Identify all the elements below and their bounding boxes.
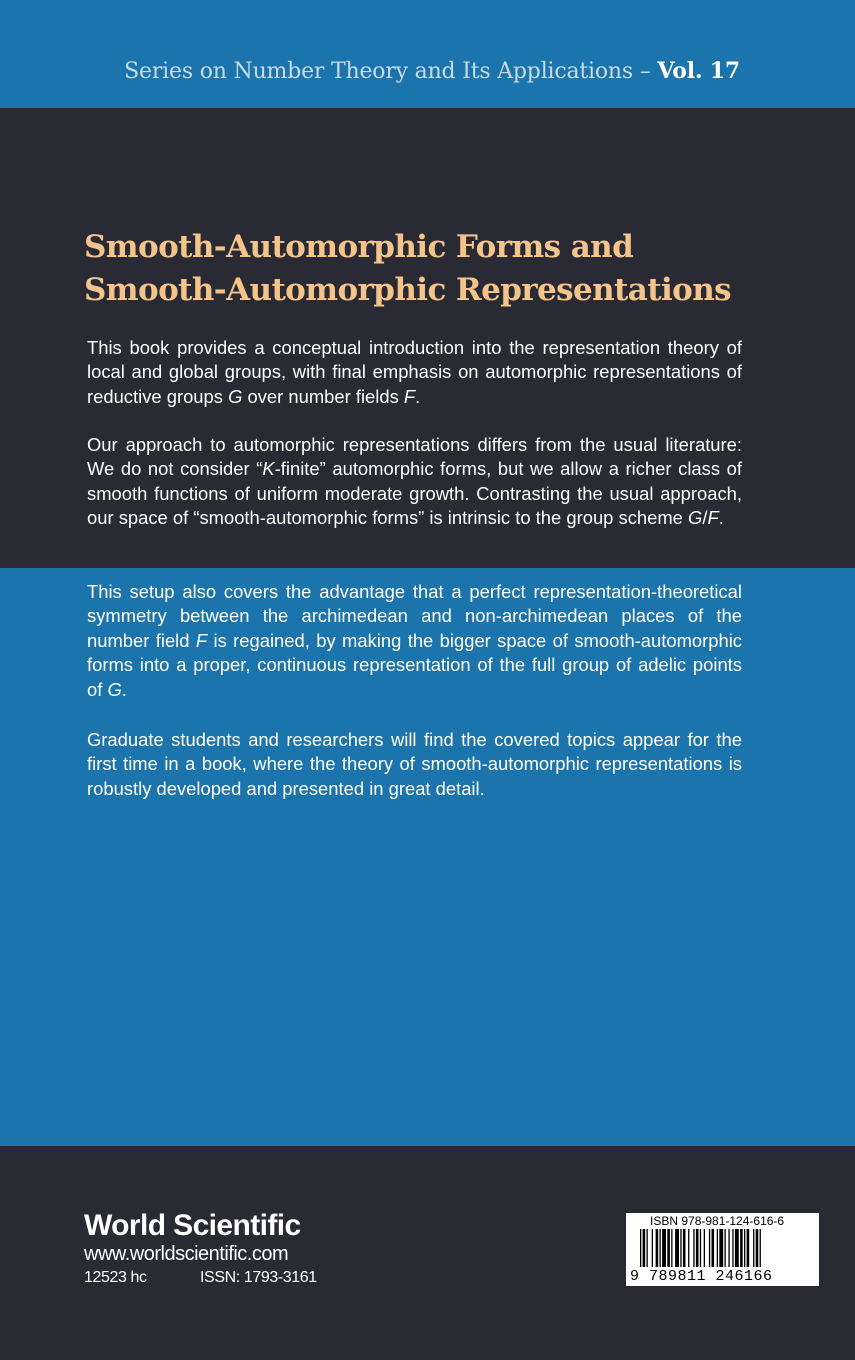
- barcode-stripe: [640, 1229, 641, 1267]
- barcode-stripe: [753, 1229, 754, 1267]
- barcode-stripe: [680, 1229, 681, 1267]
- barcode-stripe: [704, 1229, 705, 1267]
- publisher-name: World Scientific: [84, 1209, 301, 1242]
- barcode-stripe: [709, 1229, 710, 1267]
- series-line: [0, 58, 740, 84]
- publisher-url: www.worldscientific.com: [84, 1243, 289, 1265]
- barcode-stripe: [671, 1229, 672, 1267]
- barcode-stripe: [747, 1229, 750, 1267]
- barcode-stripe: [717, 1229, 718, 1267]
- barcode-stripe: [696, 1229, 699, 1267]
- barcode-stripe: [700, 1229, 701, 1267]
- barcode-stripe: [760, 1229, 761, 1267]
- barcode-stripe: [688, 1229, 689, 1267]
- volume-number: Vol. 17: [657, 58, 740, 84]
- product-code: 12523 hc: [84, 1269, 147, 1286]
- barcode-stripe: [728, 1229, 729, 1267]
- barcode-stripe: [725, 1229, 726, 1267]
- barcode-stripe: [693, 1229, 694, 1267]
- barcode-stripe: [652, 1229, 653, 1267]
- barcode-stripe: [660, 1229, 661, 1267]
- series-name: Series on Number Theory and Its Applications –: [124, 59, 658, 84]
- issn: ISSN: 1793-3161: [200, 1269, 317, 1286]
- blurb-paragraph-2: Our approach to automorphic representations differs from the usual literature: We do not consider “K-finite” automorphic forms, but we allow a richer class of smooth functions of uniform moderate growth. Contrasting the usual approach, our space of “smooth-automorphic forms” is intrinsic to the group scheme G/F.: [87, 434, 742, 529]
- barcode-stripe: [667, 1229, 670, 1267]
- blurb-paragraph-1: This book provides a conceptual introduction into the representation theory of local and global groups, with final emphasis on automorphic representations of reductive groups G over number fields F.: [87, 337, 742, 407]
- blurb-paragraph-4: Graduate students and researchers will find the covered topics appear for the first time in a book, where the theory of smooth-automorphic representations is robustly developed and presented in great detail.: [87, 729, 742, 799]
- book-title: Smooth-Automorphic Forms and Smooth-Automorphic Representations: [84, 229, 732, 308]
- barcode-stripe: [719, 1229, 723, 1267]
- barcode-digits: 9 789811 246166: [630, 1268, 773, 1285]
- barcode-stripe: [643, 1229, 646, 1267]
- barcode-stripe: [744, 1229, 745, 1267]
- isbn-number: ISBN 978-981-124-616-6: [650, 1214, 785, 1228]
- barcode-stripe: [712, 1229, 715, 1267]
- barcode-stripe: [683, 1229, 686, 1267]
- barcode-stripe: [647, 1229, 648, 1267]
- barcode-stripe: [732, 1229, 733, 1267]
- barcode-stripe: [675, 1229, 679, 1267]
- barcode-stripe: [735, 1229, 739, 1267]
- barcode-stripe: [662, 1229, 666, 1267]
- barcode-stripe: [656, 1229, 659, 1267]
- barcode-stripe: [756, 1229, 759, 1267]
- blurb-paragraph-3: This setup also covers the advantage that a perfect representation-theoretical symmetry between the archimedean and non-archimedean places of the number field F is regained, by making the bigger space of smooth-automorphic forms into a proper, continuous representation of the full group of adelic points of G.: [87, 581, 742, 700]
- barcode-stripe: [740, 1229, 743, 1267]
- header-band: [0, 0, 855, 108]
